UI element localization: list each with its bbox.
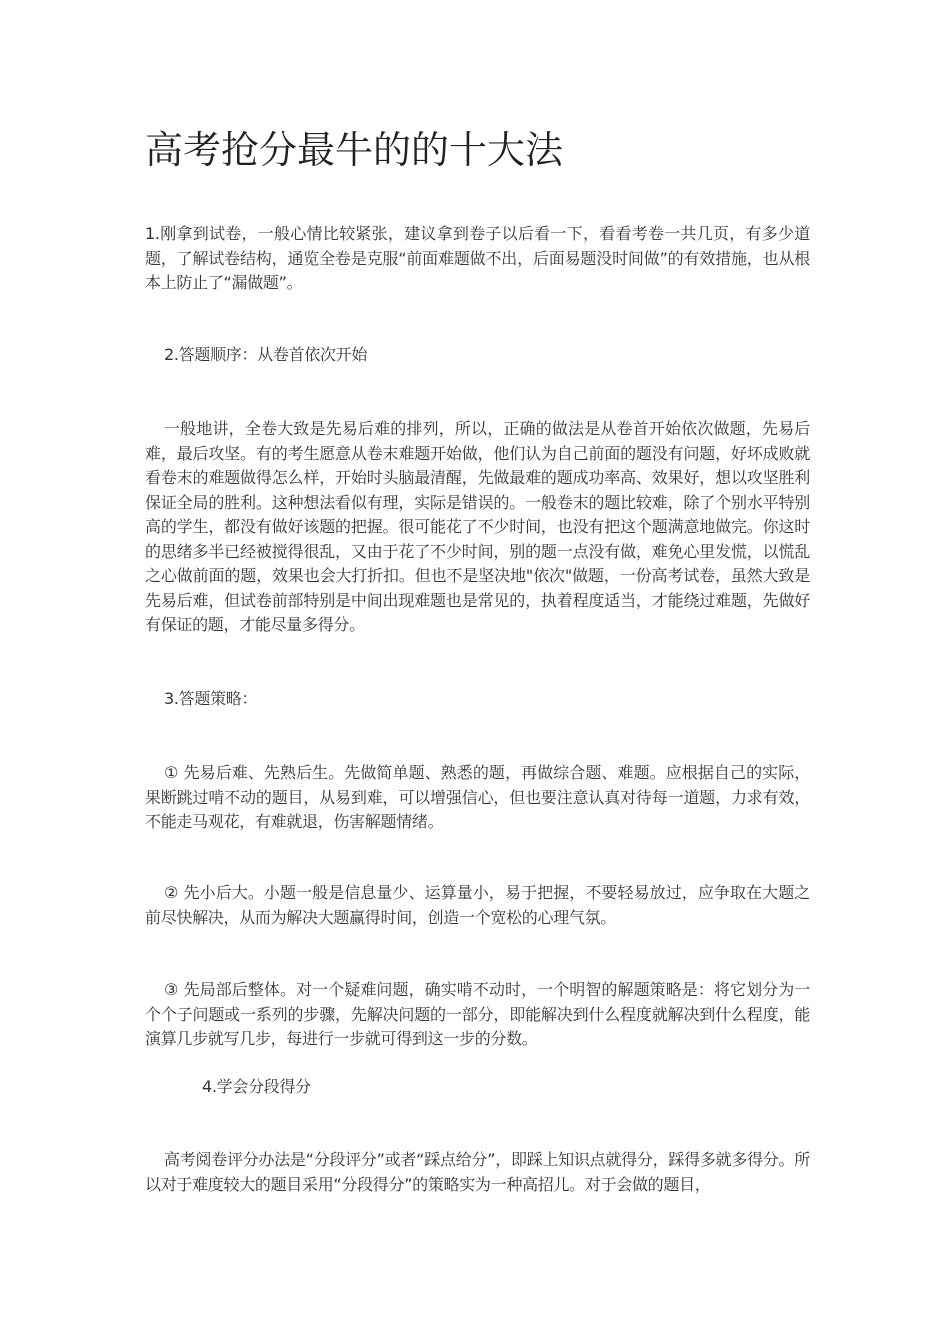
- paragraph-3: ① 先易后难、先熟后生。先做简单题、熟悉的题，再做综合题、难题。应根据自己的实际，果断跳过啃不动的题目，从易到难，可以增强信心，但也要注意认真对待每一道题，力求有效，不能走马观花，有难就退，伤害解题情绪。: [145, 763, 810, 831]
- paragraph-5: ③ 先局部后整体。对一个疑难问题，确实啃不动时，一个明智的解题策略是：将它划分为一个个子问题或一系列的步骤，先解决问题的一部分，即能解决到什么程度就解决到什么程度，能演算几步就写几步，每进行一步就可得到这一步的分数。: [145, 980, 810, 1048]
- section-heading-4: 4.学会分段得分: [202, 1077, 311, 1096]
- paragraph-6: 高考阅卷评分办法是“分段评分”或者“踩点给分”，即踩上知识点就得分，踩得多就多得分。所以对于难度较大的题目采用“分段得分”的策略实为一种高招儿。对于会做的题目，: [145, 1150, 810, 1194]
- paragraph-1: 1.刚拿到试卷，一般心情比较紧张，建议拿到卷子以后看一下，看看考卷一共几页，有多少道题，了解试卷结构，通览全卷是克服“前面难题做不出，后面易题没时间做”的有效措施，也从根本上防止了“漏做题”。: [145, 224, 810, 292]
- section-heading-2: 2.答题顺序：从卷首依次开始: [164, 345, 368, 364]
- document-title: 高考抢分最牛的的十大法: [145, 128, 564, 172]
- section-heading-3: 3.答题策略：: [164, 689, 258, 708]
- paragraph-2: 一般地讲，全卷大致是先易后难的排列，所以，正确的做法是从卷首开始依次做题，先易后难，最后攻坚。有的考生愿意从卷末难题开始做，他们认为自己前面的题没有问题，好坏成败就看卷末的难题做得怎么样，开始时头脑最清醒，先做最难的题成功率高、效果好，想以攻坚胜利保证全局的胜利。这种想法看似有理，实际是错误的。一般卷末的题比较难，除了个别水平特别高的学生，都没有做好该题的把握。很可能花了不少时间，也没有把这个题满意地做完。你这时的思绪多半已经被搅得很乱，又由于花了不少时间，别的题一点没有做，难免心里发慌，以慌乱之心做前面的题，效果也会大打折扣。但也不是坚决地"依次"做题，一份高考试卷，虽然大致是先易后难，但试卷前部特别是中间出现难题也是常见的，执着程度适当，才能绕过难题，先做好有保证的题，才能尽量多得分。: [145, 419, 810, 634]
- paragraph-4: ② 先小后大。小题一般是信息量少、运算量小，易于把握，不要轻易放过，应争取在大题之前尽快解决，从而为解决大题赢得时间，创造一个宽松的心理气氛。: [145, 883, 810, 927]
